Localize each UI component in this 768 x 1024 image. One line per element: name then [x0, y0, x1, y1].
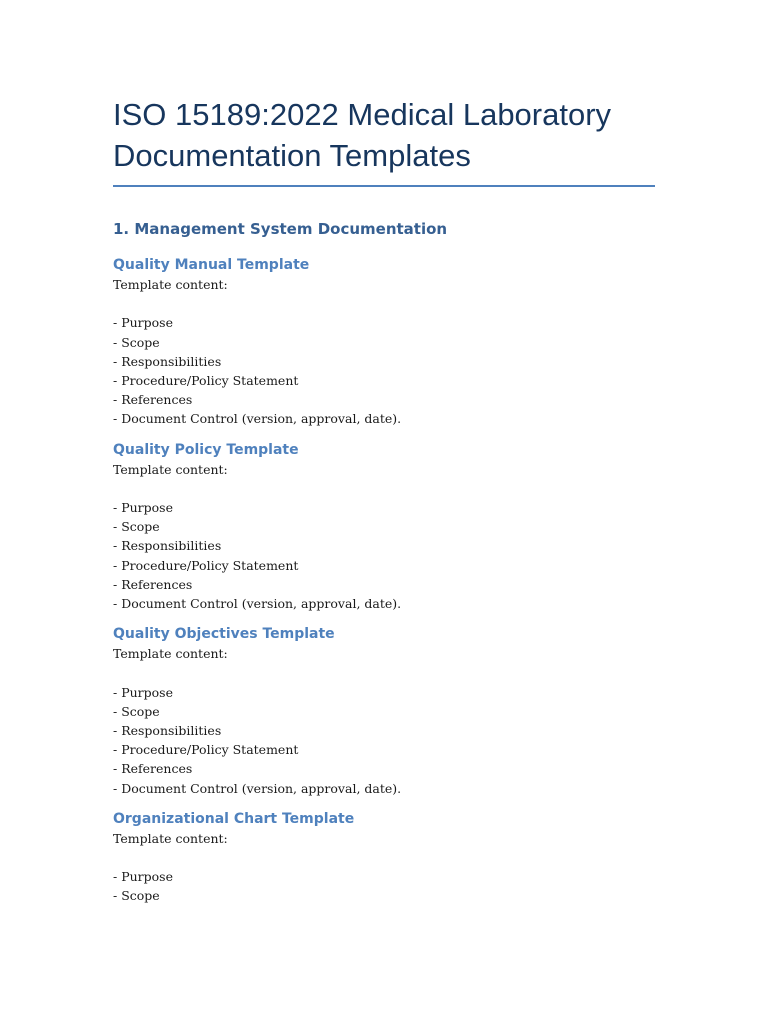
- section-heading: 1. Management System Documentation: [113, 220, 448, 238]
- template-section: [113, 809, 655, 906]
- template-list-item: - Scope: [113, 334, 160, 350]
- template-heading: Quality Objectives Template: [113, 626, 335, 643]
- template-list-item: - Document Control (version, approval, date).: [113, 411, 402, 427]
- template-list-item: - Responsibilities: [113, 723, 222, 739]
- template-intro: Template content:: [113, 461, 228, 477]
- template-intro: Template content:: [113, 277, 228, 292]
- template-section: [113, 255, 655, 429]
- template-list-item: - Procedure/Policy Statement: [113, 373, 299, 388]
- template-intro: Template content:: [113, 830, 228, 846]
- blank-line: [113, 848, 655, 867]
- template-section: [113, 624, 655, 798]
- blank-line: [113, 294, 655, 313]
- template-list-item: - Purpose: [113, 869, 173, 885]
- document-page: [113, 94, 655, 906]
- template-list-item: - Responsibilities: [113, 353, 222, 369]
- document-title: [113, 94, 655, 176]
- template-intro: Template content:: [113, 646, 228, 662]
- template-list-item: - Scope: [113, 519, 160, 535]
- document-title-line-1: ISO 15189:2022 Medical Laboratory: [113, 97, 612, 132]
- template-list-item: - Scope: [113, 888, 160, 904]
- template-list-item: - Purpose: [113, 684, 173, 700]
- template-list-item: - Purpose: [113, 315, 173, 331]
- template-list-item: - References: [113, 392, 193, 408]
- blank-line: [113, 479, 655, 498]
- template-list-item: - Document Control (version, approval, date).: [113, 780, 402, 796]
- templates-list: [113, 255, 655, 906]
- template-list-item: - Purpose: [113, 500, 173, 515]
- template-heading: Organizational Chart Template: [113, 810, 355, 827]
- template-heading: Quality Manual Template: [113, 257, 310, 273]
- title-underline: [113, 185, 655, 187]
- blank-line: [113, 663, 655, 682]
- template-list-item: - Procedure/Policy Statement: [113, 557, 299, 573]
- template-list-item: - Scope: [113, 703, 160, 719]
- template-list-item: - Document Control (version, approval, date).: [113, 596, 402, 612]
- template-section: [113, 440, 655, 614]
- template-heading: Quality Policy Template: [113, 441, 299, 458]
- template-list-item: - Procedure/Policy Statement: [113, 742, 299, 758]
- document-title-line-2: Documentation Templates: [113, 138, 471, 173]
- template-list-item: - Responsibilities: [113, 538, 222, 554]
- template-list-item: - References: [113, 576, 193, 592]
- template-list-item: - References: [113, 761, 193, 777]
